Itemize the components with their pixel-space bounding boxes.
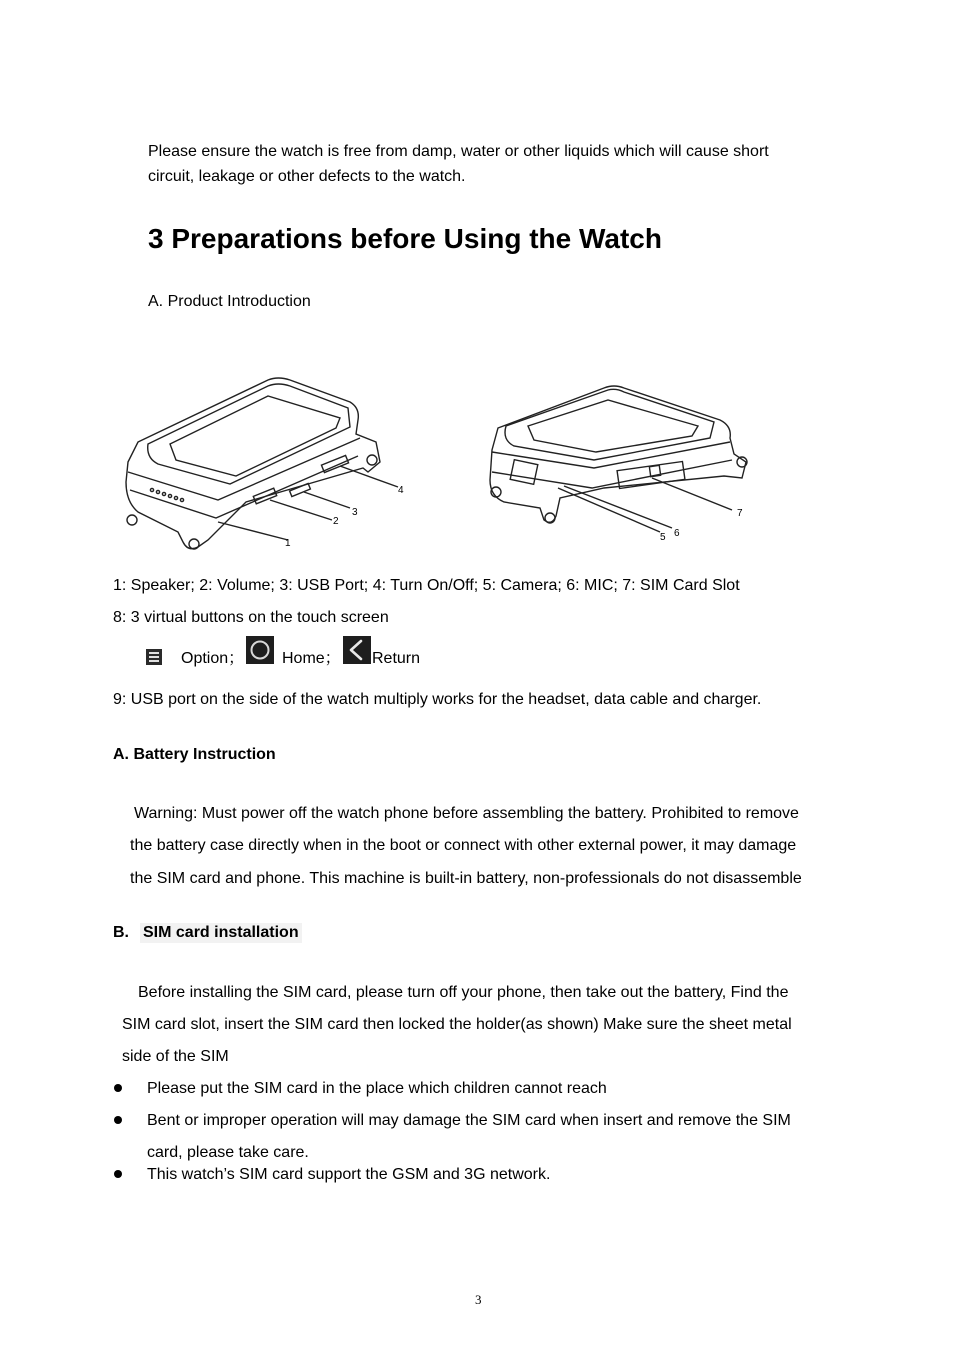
- home-label: Home；: [282, 650, 341, 667]
- battery-line-3: the SIM card and phone. This machine is built-in battery, non-professionals do not disassemble: [130, 870, 802, 887]
- figure-label-2: 2: [333, 516, 339, 527]
- figure-label-5: 5: [660, 532, 666, 543]
- sim-bullet-2-cont: card, please take care.: [147, 1144, 309, 1161]
- figure-label-4: 4: [398, 485, 404, 496]
- sim-bullet-3: This watch’s SIM card support the GSM and 3G network.: [147, 1166, 551, 1183]
- figure-label-7: 7: [737, 508, 743, 519]
- sim-bullet-2: Bent or improper operation will may damage the SIM card when insert and remove the SIM: [147, 1112, 791, 1129]
- page-number: 3: [475, 1292, 482, 1307]
- bullet-dot: [114, 1170, 122, 1178]
- return-label: Return: [372, 650, 421, 667]
- bullet-dot: [114, 1084, 122, 1092]
- menu-icon: [146, 649, 162, 665]
- figure-label-1: 1: [285, 538, 291, 549]
- watch-diagram-right: [484, 380, 764, 550]
- battery-heading: A. Battery Instruction: [113, 746, 276, 763]
- sim-line-2: SIM card slot, insert the SIM card then locked the holder(as shown) Make sure the sheet metal: [122, 1016, 792, 1033]
- battery-line-2: the battery case directly when in the boot or connect with other external power, it may damage: [130, 837, 797, 854]
- option-label: Option；: [181, 650, 245, 667]
- battery-line-1: Warning: Must power off the watch phone before assembling the battery. Prohibited to remove: [134, 805, 799, 822]
- intro-line-2: circuit, leakage or other defects to the watch.: [148, 168, 466, 185]
- back-icon: [343, 636, 371, 664]
- home-icon: [246, 636, 274, 664]
- legend-line-9: 9: USB port on the side of the watch multiply works for the headset, data cable and charger.: [113, 691, 762, 708]
- legend-line-2: 8: 3 virtual buttons on the touch screen: [113, 609, 389, 626]
- bullet-dot: [114, 1116, 122, 1124]
- section-title: 3 Preparations before Using the Watch: [148, 223, 662, 254]
- figure-label-3: 3: [352, 507, 358, 518]
- sim-line-1: Before installing the SIM card, please turn off your phone, then take out the battery, Find the: [138, 984, 789, 1001]
- watch-diagram-left: [118, 372, 418, 562]
- sim-heading: SIM card installation: [140, 923, 302, 943]
- product-intro-subheading: A. Product Introduction: [148, 293, 311, 310]
- sim-bullet-1: Please put the SIM card in the place which children cannot reach: [147, 1080, 607, 1097]
- legend-line-1: 1: Speaker; 2: Volume; 3: USB Port; 4: Turn On/Off; 5: Camera; 6: MIC; 7: SIM Card Slot: [113, 577, 740, 594]
- sim-heading-prefix: B.: [113, 924, 129, 941]
- sim-line-3: side of the SIM: [122, 1048, 229, 1065]
- intro-line-1: Please ensure the watch is free from damp, water or other liquids which will cause short: [148, 143, 769, 160]
- figure-label-6: 6: [674, 528, 680, 539]
